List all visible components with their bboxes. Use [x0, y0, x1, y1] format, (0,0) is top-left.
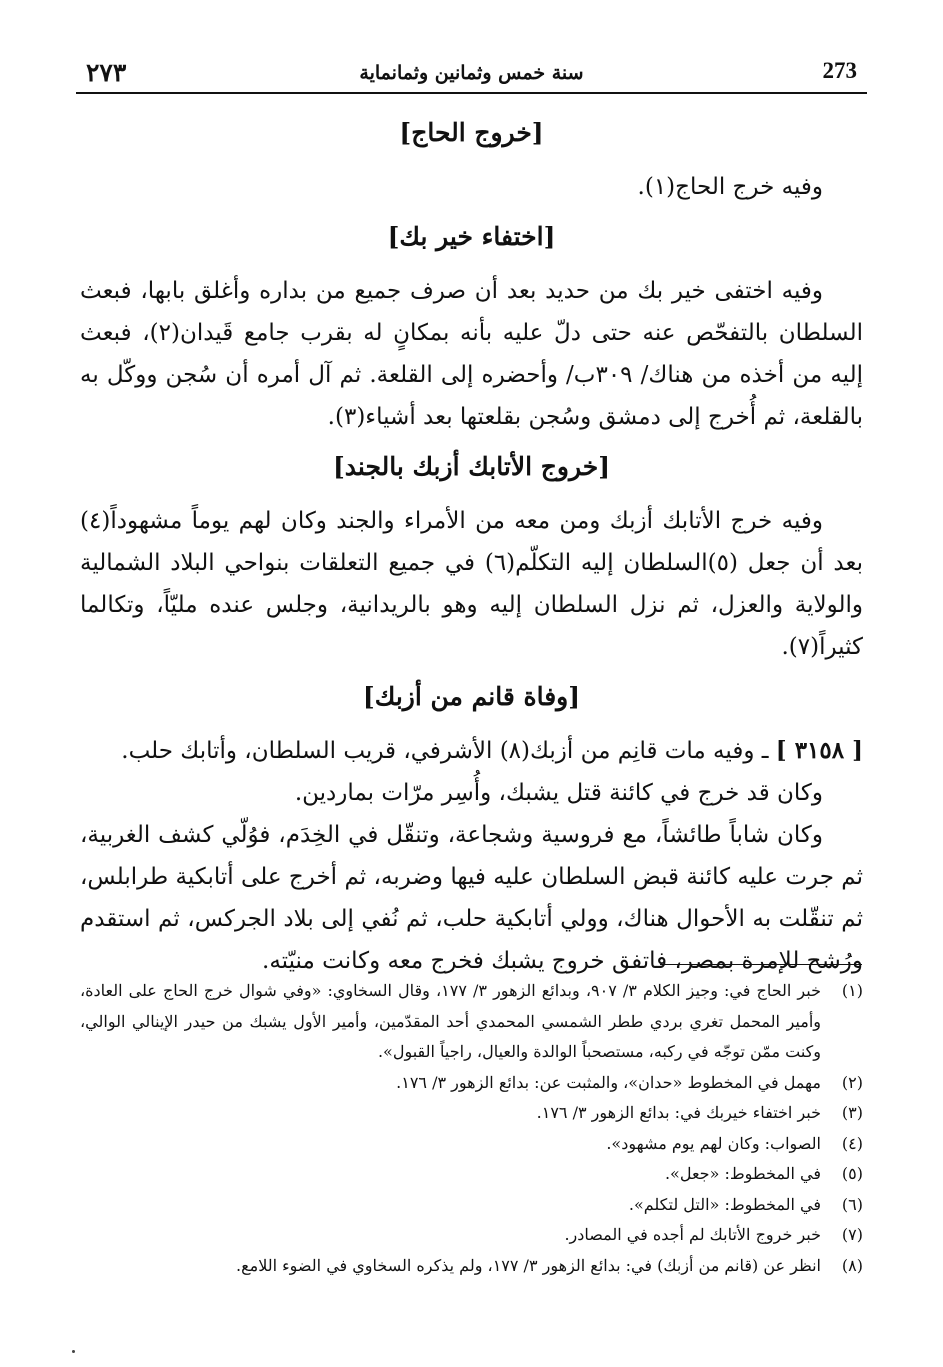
footnotes — [80, 976, 863, 1281]
section-title-atabak: [خروج الأتابك أزبك بالجند] — [332, 452, 611, 481]
paragraph: وكان قد خرج في كائنة قتل يشبك، وأُسِر مرّات بماردين. — [294, 780, 823, 806]
running-title: سنة خمس وثمانين وثمانماية — [359, 62, 584, 84]
footnote-number: (٧) — [841, 1225, 863, 1244]
paragraph: وفيه خرج الأتابك أزبك ومن معه من الأمراء والجند وكان لهم يوماً مشهوداً(٤) بعد أن جعل (٥)السلطان إليه التكلّم(٦) في جميع التعلقات بنواحي البلاد الشمالية والولاية والعزل، ثم نزل السلطان إليه وهو بالريدانية، وجلس عنده مليّاً، وتكالما كثيراً(٧). — [80, 508, 863, 660]
section-title-khayrbak: [اختفاء خير بك] — [387, 222, 556, 251]
footnote — [80, 1190, 863, 1221]
paragraph — [80, 730, 863, 772]
page-number-latin: 273 — [822, 58, 857, 83]
footnote-divider — [660, 964, 862, 965]
footnote — [80, 1129, 863, 1160]
running-header — [76, 52, 867, 94]
footnote-text: انظر عن (قانم من أزبك) في: بدائع الزهور ٣/ ١٧٧، ولم يذكره السخاوي في الضوء اللامع. — [236, 1255, 821, 1275]
footnote-number: (٦) — [841, 1194, 863, 1214]
footnote-text: خبر خروج الأتابك لم أجده في المصادر. — [564, 1225, 821, 1244]
footnote-number: (٤) — [841, 1133, 863, 1153]
footnote — [80, 1068, 863, 1099]
footnote-number: (٥) — [841, 1164, 863, 1183]
footnote — [80, 1159, 863, 1190]
paragraph: وكان شاباً طائشاً، مع فروسية وشجاعة، وتنقّل في الخِدَم، فوُلّي كشف الغربية، ثم جرت عليه كائنة قبض السلطان عليه فيها وضربه، ثم أخرج على أتابكية طرابلس، ثم تنقّلت به الأحوال هناك، وولي أتابكية حلب، ثم نُفي إلى بلاد الجركس، ثم استقدم ورُشح للإمرة بمصر، فاتفق خروج يشبك فخرج معه وكانت منيّته. — [80, 822, 863, 974]
scan-speck — [72, 1350, 75, 1353]
footnote-number: (١) — [841, 981, 863, 1000]
footnote-text: في المخطوط: «التل لتكلم». — [628, 1194, 821, 1214]
footnote — [80, 1098, 863, 1129]
paragraph: وفيه اختفى خير بك من حديد بعد أن صرف جميع من بداره وأغلق بابها، فبعث السلطان بالتفحّص عنه حتى دلّ عليه بأنه بمكانٍ له بقرب جامع قَيدان(٢)، فبعث إليه من أخذه من هناك/ ٣٠٩ب/ وأحضره إلى القلعة. ثم آل أمره أن سُجن ووكّل به بالقلعة، ثم أُخرج إلى دمشق وسُجن بقلعتها بعد أشياء(٣). — [80, 278, 864, 430]
footnote-text: خبر الحاج في: وجيز الكلام ٣/ ٩٠٧، وبدائع الزهور ٣/ ١٧٧، وقال السخاوي: «وفي شوال خرج الحاج على العادة، وأمير المحمل تغري بردي ططر الشمسي المحمدي أحد المقدّمين، وأمير الأول يشبك من حيدر الإينالي الوالي، وكنت ممّن توجّه في ركبه، مستصحباً الوالدة والعيال، راجياً القبول». — [80, 981, 821, 1061]
footnote — [80, 1220, 863, 1251]
page-number-arabic: ٢٧٣ — [86, 58, 127, 87]
footnote — [80, 1251, 863, 1282]
footnote-number: (٢) — [841, 1072, 863, 1092]
section-title-qanim: [وفاة قانم من أزبك] — [362, 682, 581, 711]
entry-text: ـ وفيه مات قانِم من أزبك(٨) الأشرفي، قريب السلطان، وأتابك حلب. — [121, 738, 769, 764]
footnote-text: الصواب: وكان لهم يوم مشهود». — [606, 1133, 821, 1153]
footnote-text: في المخطوط: «جعل». — [664, 1164, 821, 1183]
footnote — [80, 976, 863, 1068]
section-title-pilgrims: [خروج الحاج] — [399, 118, 544, 147]
entry-number: [ ٣١٥٨ ] — [775, 737, 863, 764]
footnote-text: خبر اختفاء خيربك في: بدائع الزهور ٣/ ١٧٦. — [536, 1103, 821, 1122]
footnote-text: مهمل في المخطوط «حدان»، والمثبت عن: بدائع الزهور ٣/ ١٧٦. — [396, 1072, 821, 1092]
paragraph: وفيه خرج الحاج(١). — [637, 174, 823, 200]
footnote-number: (٨) — [841, 1255, 863, 1275]
footnote-number: (٣) — [841, 1103, 863, 1122]
main-text — [80, 112, 863, 982]
